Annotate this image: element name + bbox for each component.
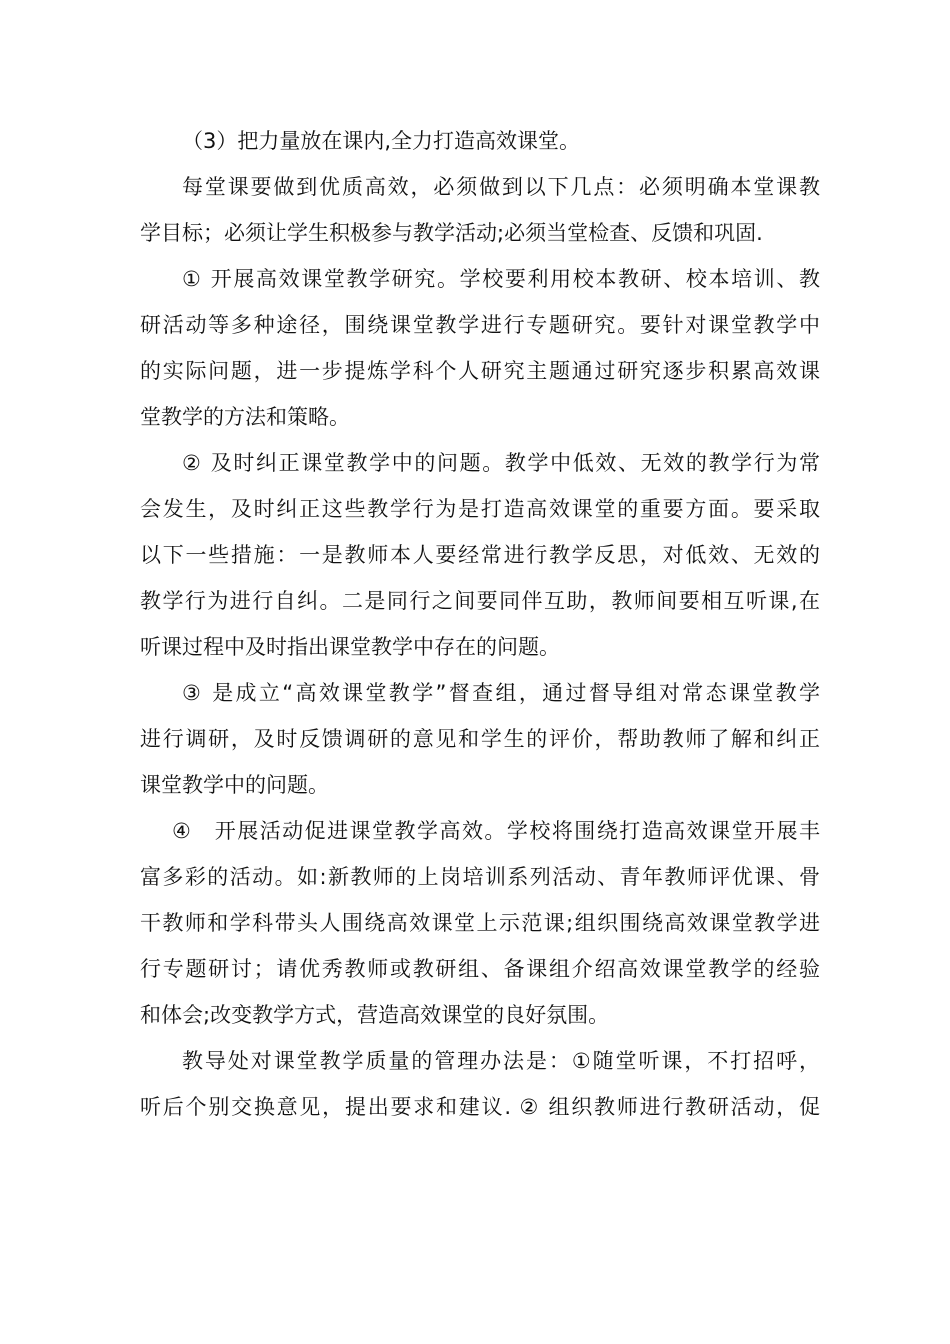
text-line: 干教师和学科带头人围绕高效课堂上示范课;组织围绕高效课堂教学进 bbox=[140, 911, 820, 935]
text-line: 会发生，及时纠正这些教学行为是打造高效课堂的重要方面。要采取 bbox=[140, 497, 820, 521]
text-line: 富多彩的活动。如:新教师的上岗培训系列活动、青年教师评优课、骨 bbox=[140, 865, 820, 889]
text-line: 教学行为进行自纠。二是同行之间要同伴互助，教师间要相互听课,在 bbox=[140, 589, 820, 613]
text-line: 的实际问题，进一步提炼学科个人研究主题通过研究逐步积累高效课 bbox=[140, 359, 820, 383]
text-line: 和体会;改变教学方式，营造高效课堂的良好氛围。 bbox=[140, 1003, 610, 1027]
text-line: ③ 是成立“高效课堂教学”督查组，通过督导组对常态课堂教学 bbox=[182, 681, 820, 705]
paragraph bbox=[140, 1038, 820, 1130]
paragraph bbox=[140, 440, 820, 670]
paragraph bbox=[140, 670, 820, 808]
text-line: ② 及时纠正课堂教学中的问题。教学中低效、无效的教学行为常 bbox=[182, 451, 820, 475]
text-line: 进行调研，及时反馈调研的意见和学生的评价，帮助教师了解和纠正 bbox=[140, 727, 820, 751]
text-line: 学目标；必须让学生积极参与教学活动;必须当堂检查、反馈和巩固. bbox=[140, 221, 763, 245]
text-line: 以下一些措施：一是教师本人要经常进行教学反思，对低效、无效的 bbox=[140, 543, 820, 567]
text-line: 每堂课要做到优质高效，必须做到以下几点：必须明确本堂课教 bbox=[182, 175, 820, 199]
text-line: 课堂教学中的问题。 bbox=[140, 773, 329, 797]
text-line: ① 开展高效课堂教学研究。学校要利用校本教研、校本培训、教 bbox=[182, 267, 820, 291]
text-line: 行专题研讨；请优秀教师或教研组、备课组介绍高效课堂教学的经验 bbox=[140, 957, 820, 981]
text-line: ④ 开展活动促进课堂教学高效。学校将围绕打造高效课堂开展丰 bbox=[172, 819, 820, 843]
paragraph bbox=[140, 164, 820, 256]
text-line: 教导处对课堂教学质量的管理办法是：①随堂听课，不打招呼， bbox=[182, 1049, 820, 1073]
paragraph bbox=[140, 118, 820, 164]
text-line: 听后个别交换意见，提出要求和建议. ② 组织教师进行教研活动，促 bbox=[140, 1095, 820, 1119]
text-line: 听课过程中及时指出课堂教学中存在的问题。 bbox=[140, 635, 560, 659]
text-line: 堂教学的方法和策略。 bbox=[140, 405, 350, 429]
text-line: （3）把力量放在课内,全力打造高效课堂。 bbox=[182, 129, 581, 153]
text-line: 研活动等多种途径，围绕课堂教学进行专题研究。要针对课堂教学中 bbox=[140, 313, 820, 337]
document-body bbox=[140, 118, 820, 1130]
paragraph bbox=[140, 808, 820, 1038]
paragraph bbox=[140, 256, 820, 440]
